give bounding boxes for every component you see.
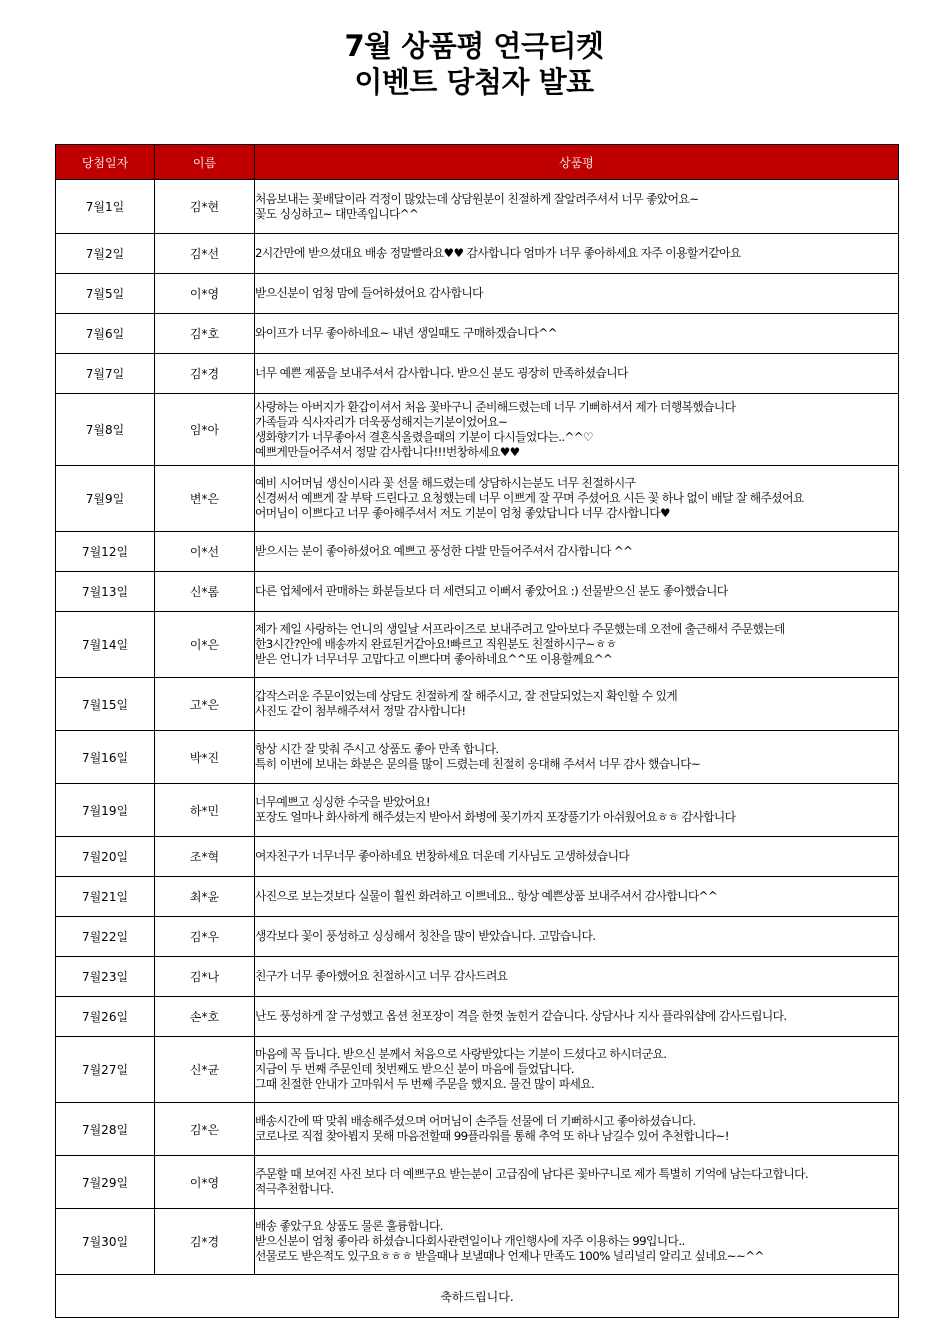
table-row — [56, 234, 899, 274]
winner-name: 조*혁 — [155, 837, 255, 877]
winner-name: 이*선 — [155, 532, 255, 572]
winners-table — [55, 144, 899, 1318]
table-body — [56, 180, 899, 1275]
review-line: 가족들과 식사자리가 더욱풍성해지는기분이었어요~ — [255, 414, 508, 429]
winner-name: 박*진 — [155, 731, 255, 784]
review-text — [255, 180, 899, 234]
table-row — [56, 1156, 899, 1209]
winner-name: 김*우 — [155, 917, 255, 957]
review-line: 신경써서 예쁘게 잘 부탁 드린다고 요청했는데 너무 이쁘게 잘 꾸며 주셨어요 시든 꽃 하나 없이 배달 잘 해주셨어요 — [255, 491, 804, 505]
page-title — [0, 28, 948, 100]
review-text — [255, 314, 899, 354]
table-row — [56, 837, 899, 877]
winner-date: 7월7일 — [56, 354, 155, 394]
review-line: 항상 시간 잘 맞춰 주시고 상품도 좋아 만족 합니다. — [255, 742, 499, 756]
review-text — [255, 837, 899, 877]
review-line: 적극추천합니다. — [255, 1182, 334, 1196]
review-text — [255, 612, 899, 678]
review-line: 받으신분이 엄청 맘에 들어하셨어요 감사합니다 — [255, 286, 483, 300]
header-review: 상품평 — [255, 145, 899, 180]
winner-name: 변*은 — [155, 466, 255, 532]
review-line: 마음에 꼭 듭니다. 받으신 분께서 처음으로 사랑받았다는 기분이 드셨다고 하시더군요. — [255, 1047, 667, 1061]
review-text — [255, 394, 899, 466]
header-name: 이름 — [155, 145, 255, 180]
review-line: 한3시간?안에 배송까지 완료된거같아요!빠르고 직원분도 친절하시구~ㅎㅎ — [255, 637, 617, 651]
winner-name: 김*호 — [155, 314, 255, 354]
table-row — [56, 731, 899, 784]
review-line: 다른 업체에서 판매하는 화분들보다 더 세련되고 이뻐서 좋았어요 :) 선물받으신 분도 좋아했습니다 — [255, 584, 728, 598]
winner-date: 7월30일 — [56, 1209, 155, 1275]
winner-date: 7월22일 — [56, 917, 155, 957]
table-row — [56, 394, 899, 466]
table-row — [56, 180, 899, 234]
winner-date: 7월14일 — [56, 612, 155, 678]
footer-row — [56, 1275, 899, 1318]
winner-name: 임*아 — [155, 394, 255, 466]
table-row — [56, 1209, 899, 1275]
review-line: 생화향기가 너무좋아서 결혼식올렸을때의 기분이 다시들었다는..^^♡ — [255, 429, 593, 444]
winner-name: 하*민 — [155, 784, 255, 837]
review-text — [255, 917, 899, 957]
table-row — [56, 314, 899, 354]
review-line: 어머님이 이쁘다고 너무 좋아해주셔서 저도 기분이 엄청 좋았답니다 너무 감사합니다♥ — [255, 506, 671, 520]
winner-date: 7월1일 — [56, 180, 155, 234]
winner-date: 7월2일 — [56, 234, 155, 274]
winner-name: 신*롬 — [155, 572, 255, 612]
winner-name: 이*은 — [155, 612, 255, 678]
review-line: 친구가 너무 좋아했어요 친절하시고 너무 감사드려요 — [255, 969, 508, 983]
winner-name: 이*영 — [155, 274, 255, 314]
table-row — [56, 1037, 899, 1103]
header-date: 당첨일자 — [56, 145, 155, 180]
title-line-1: 7월 상품평 연극티켓 — [344, 29, 604, 63]
review-text — [255, 1209, 899, 1275]
winner-date: 7월26일 — [56, 997, 155, 1037]
review-line: 받은 언니가 너무너무 고맙다고 이쁘다며 좋아하네요^^또 이용할께요^^ — [255, 652, 613, 666]
review-text — [255, 784, 899, 837]
table-row — [56, 466, 899, 532]
review-line: 선물로도 받은적도 있구요ㅎㅎㅎ 받을때나 보낼때나 언제나 만족도 100% 널리널리 알리고 싶네요~~^^ — [255, 1249, 764, 1263]
review-text — [255, 354, 899, 394]
winner-date: 7월6일 — [56, 314, 155, 354]
table-row — [56, 877, 899, 917]
winner-name: 김*은 — [155, 1103, 255, 1156]
review-line: 받으신분이 엄청 좋아라 하셨습니다회사관련일이나 개인행사에 자주 이용하는 99입니다.. — [255, 1234, 685, 1248]
review-line: 예비 시어머님 생신이시라 꽃 선물 해드렸는데 상담하시는분도 너무 친절하시구 — [255, 476, 636, 490]
review-text — [255, 678, 899, 731]
review-line: 배송 좋았구요 상품도 물론 훌륭합니다. — [255, 1219, 443, 1233]
winner-name: 김*나 — [155, 957, 255, 997]
review-line: 사진으로 보는것보다 실물이 훨씬 화려하고 이쁘네요.. 항상 예쁜상품 보내주셔서 감사합니다^^ — [255, 889, 718, 903]
review-line: 너무예쁘고 싱싱한 수국을 받았어요! — [255, 795, 431, 809]
review-line: 그때 친절한 안내가 고마워서 두 번째 주문을 했지요. 물건 많이 파세요. — [255, 1077, 595, 1091]
review-text — [255, 466, 899, 532]
review-line: 처음보내는 꽃배달이라 걱정이 많았는데 상담원분이 친절하게 잘알려주셔서 너무 좋았어요~ — [255, 191, 699, 206]
table-row — [56, 612, 899, 678]
winner-date: 7월13일 — [56, 572, 155, 612]
winner-date: 7월8일 — [56, 394, 155, 466]
review-text — [255, 234, 899, 274]
winner-date: 7월23일 — [56, 957, 155, 997]
review-text — [255, 1037, 899, 1103]
review-text — [255, 274, 899, 314]
review-line: 지금이 두 번째 주문인데 첫번째도 받으신 분이 마음에 들었답니다. — [255, 1062, 574, 1076]
review-line: 사랑하는 아버지가 환갑이셔서 처음 꽃바구니 준비해드렸는데 너무 기뻐하셔서 제가 더행복했습니다 — [255, 399, 736, 414]
table-row — [56, 354, 899, 394]
table-row — [56, 784, 899, 837]
table-row — [56, 678, 899, 731]
winner-date: 7월9일 — [56, 466, 155, 532]
review-line: 와이프가 너무 좋아하네요~ 내년 생일때도 구매하겠습니다^^ — [255, 326, 557, 340]
winner-date: 7월27일 — [56, 1037, 155, 1103]
review-text — [255, 572, 899, 612]
table-row — [56, 274, 899, 314]
review-line: 갑작스러운 주문이었는데 상담도 친절하게 잘 해주시고, 잘 전달되었는지 확인할 수 있게 — [255, 689, 678, 703]
winner-name: 김*선 — [155, 234, 255, 274]
review-line: 너무 예쁜 제품을 보내주셔서 감사합니다. 받으신 분도 굉장히 만족하셨습니다 — [255, 366, 628, 380]
review-line: 코로나로 직접 찾아뵙지 못해 마음전할때 99플라워를 통해 추억 또 하나 남길수 있어 추천합니다~! — [255, 1129, 729, 1143]
review-line: 여자친구가 너무너무 좋아하네요 번창하세요 더운데 기사님도 고생하셨습니다 — [255, 849, 630, 863]
table-row — [56, 532, 899, 572]
winner-date: 7월20일 — [56, 837, 155, 877]
winner-date: 7월28일 — [56, 1103, 155, 1156]
table-row — [56, 917, 899, 957]
review-line: 2시간만에 받으셨대요 배송 정말빨라요♥♥ 감사합니다 엄마가 너무 좋아하세요 자주 이용할거같아요 — [255, 246, 741, 260]
winner-date: 7월5일 — [56, 274, 155, 314]
winner-name: 김*경 — [155, 1209, 255, 1275]
congratulations-text: 축하드립니다. — [56, 1275, 899, 1318]
review-line: 사진도 같이 첨부해주셔서 정말 감사합니다! — [255, 704, 466, 718]
winner-date: 7월19일 — [56, 784, 155, 837]
winner-name: 최*윤 — [155, 877, 255, 917]
winner-name: 김*경 — [155, 354, 255, 394]
table-row — [56, 572, 899, 612]
review-text — [255, 997, 899, 1037]
review-line: 예쁘게만들어주셔서 정말 감사합니다!!!번창하세요♥♥ — [255, 444, 520, 459]
winner-name: 신*균 — [155, 1037, 255, 1103]
winner-date: 7월21일 — [56, 877, 155, 917]
review-text — [255, 1103, 899, 1156]
review-line: 포장도 얼마나 화사하게 해주셨는지 받아서 화병에 꽂기까지 포장풀기가 아쉬웠어요ㅎㅎ 감사합니다 — [255, 810, 736, 824]
review-text — [255, 731, 899, 784]
review-line: 특히 이번에 보내는 화분은 문의를 많이 드렸는데 친절히 응대해 주셔서 너무 감사 했습니다~ — [255, 757, 701, 771]
review-text — [255, 532, 899, 572]
winner-date: 7월16일 — [56, 731, 155, 784]
review-line: 받으시는 분이 좋아하셨어요 예쁘고 풍성한 다발 만들어주셔서 감사합니다 ^^ — [255, 544, 633, 558]
winner-name: 고*은 — [155, 678, 255, 731]
review-line: 주문할 때 보여진 사진 보다 더 예쁘구요 받는분이 고급짐에 남다른 꽃바구니로 제가 특별히 기억에 남는다고합니다. — [255, 1167, 809, 1181]
review-line: 생각보다 꽃이 풍성하고 싱싱해서 칭찬을 많이 받았습니다. 고맙습니다. — [255, 929, 596, 943]
winner-name: 김*현 — [155, 180, 255, 234]
winner-name: 이*영 — [155, 1156, 255, 1209]
review-line: 배송시간에 딱 맞춰 배송해주셨으며 어머님이 손주들 선물에 더 기뻐하시고 좋아하셨습니다. — [255, 1114, 696, 1128]
table-row — [56, 957, 899, 997]
winner-name: 손*호 — [155, 997, 255, 1037]
header-row — [56, 145, 899, 180]
review-text — [255, 957, 899, 997]
winner-date: 7월15일 — [56, 678, 155, 731]
review-line: 난도 풍성하게 잘 구성했고 옵션 천포장이 격을 한껏 높힌거 같습니다. 상담사나 지사 플라워샵에 감사드립니다. — [255, 1009, 787, 1023]
review-line: 꽃도 싱싱하고~ 대만족입니다^^ — [255, 206, 419, 221]
table-row — [56, 1103, 899, 1156]
review-text — [255, 877, 899, 917]
winner-date: 7월29일 — [56, 1156, 155, 1209]
title-line-2: 이벤트 당첨자 발표 — [354, 65, 594, 99]
table-row — [56, 997, 899, 1037]
winner-date: 7월12일 — [56, 532, 155, 572]
review-text — [255, 1156, 899, 1209]
review-line: 제가 제일 사랑하는 언니의 생일날 서프라이즈로 보내주려고 알아보다 주문했는데 오전에 출근해서 주문했는데 — [255, 622, 785, 636]
